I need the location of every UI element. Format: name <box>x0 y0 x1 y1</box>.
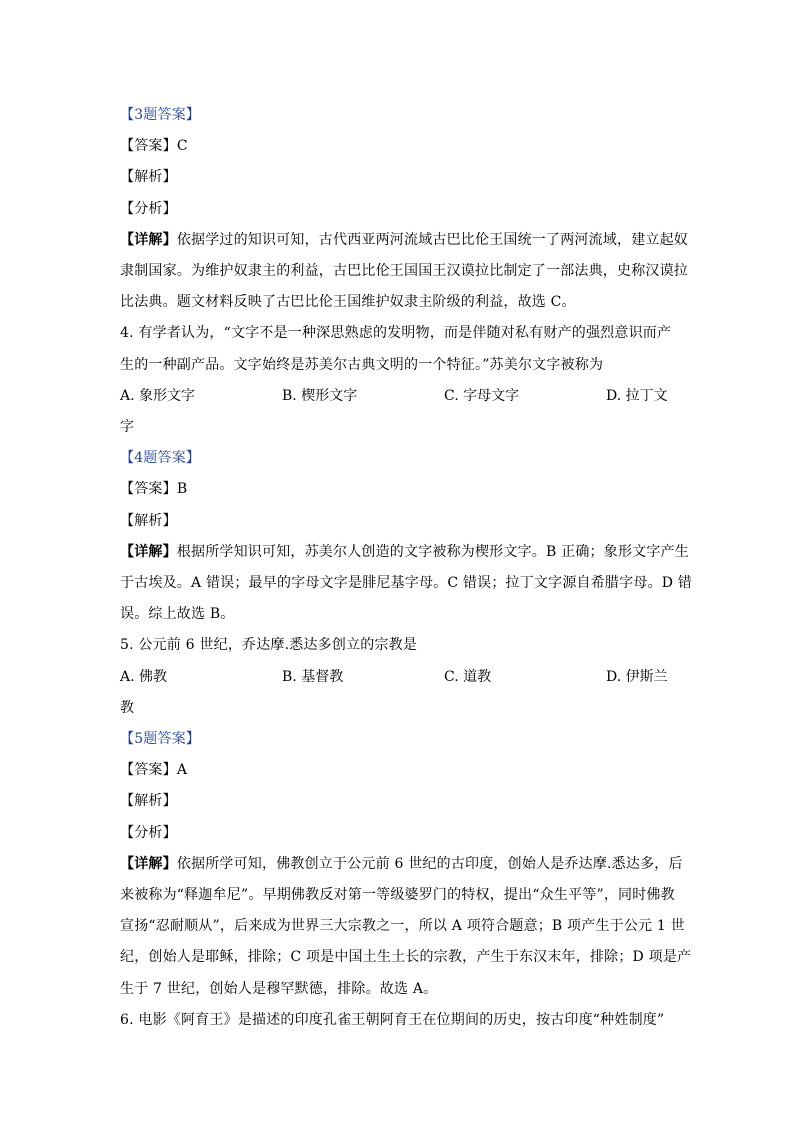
q4-detail-line-2: 于古埃及。A 错误；最早的字母文字是腓尼基字母。C 错误；拉丁文字源自希腊字母。D 错 <box>120 575 692 592</box>
q5-answer <box>120 755 680 786</box>
q5-option-c: C. 道教 <box>444 668 492 685</box>
q4-option-b: B. 楔形文字 <box>282 387 358 404</box>
q3-analysis-label: 【解析】 <box>120 169 177 186</box>
detail-label: 【详解】 <box>120 543 177 560</box>
q3-detail-line-2: 隶制国家。为维护奴隶主的利益，古巴比伦王国国王汉谟拉比制定了一部法典，史称汉谟拉 <box>120 263 688 280</box>
q4-detail-line-3: 误。综上故选 B。 <box>120 606 235 623</box>
q5-fenxi-label: 【分析】 <box>120 824 177 841</box>
answer-label: 【答案】 <box>120 481 177 498</box>
detail-label: 【详解】 <box>120 231 177 248</box>
q5-option-a: A. 佛教 <box>120 668 168 685</box>
q4-option-a: A. 象形文字 <box>120 387 196 404</box>
q3-answer-header: 【3题答案】 <box>120 107 201 123</box>
q4-option-wrap: 字 <box>120 419 135 436</box>
q3-detail-line-3: 比法典。题文材料反映了古巴比伦王国维护奴隶主阶级的利益，故选 C。 <box>120 294 576 311</box>
answer-value: B <box>176 481 188 498</box>
q5-options <box>120 662 680 693</box>
detail-label: 【详解】 <box>120 855 177 872</box>
q4-detail-line-1: 【详解】根据所学知识可知，苏美尔人创造的文字被称为楔形文字。B 正确；象形文字产生 <box>120 543 689 560</box>
q5-option-b: B. 基督教 <box>282 668 344 685</box>
q4-answer-header: 【4题答案】 <box>120 450 201 467</box>
q3-answer <box>120 131 680 162</box>
q4-answer <box>120 474 680 505</box>
q4-question-line-2: 生的一种副产品。文字始终是苏美尔古典文明的一个特征。”苏美尔文字被称为 <box>120 356 604 373</box>
document-page <box>120 100 692 1036</box>
q4-analysis-label: 【解析】 <box>120 512 177 529</box>
q5-analysis-label: 【解析】 <box>120 793 177 810</box>
q5-detail-line-4: 纪，创始人是耶稣，排除；C 项是中国土生土长的宗教，产生于东汉末年，排除；D 项是产 <box>120 949 692 966</box>
q5-answer-header: 【5题答案】 <box>120 731 201 748</box>
answer-label: 【答案】 <box>120 762 177 779</box>
q5-option-d: D. 伊斯兰 <box>606 668 668 685</box>
q4-option-d: D. 拉丁文 <box>606 387 668 404</box>
answer-value: C <box>176 138 188 155</box>
q4-question-line-1: 4. 有学者认为，“文字不是一种深思熟虑的发明物，而是伴随对私有财产的强烈意识而产 <box>120 325 672 342</box>
q6-question-line-1: 6. 电影《阿育王》是描述的印度孔雀王朝阿育王在位期间的历史，按古印度“种姓制度” <box>120 1011 665 1028</box>
q3-fenxi-label: 【分析】 <box>120 200 177 217</box>
q3-detail-line-1: 【详解】依据学过的知识可知，古代西亚两河流域古巴比伦王国统一了两河流域，建立起奴 <box>120 231 689 248</box>
q5-question-line-1: 5. 公元前 6 世纪，乔达摩.悉达多创立的宗教是 <box>120 637 418 654</box>
q5-detail-line-2: 来被称为“释迦牟尼”。早期佛教反对第一等级婆罗门的特权，提出“众生平等”，同时佛教 <box>120 887 675 904</box>
answer-label: 【答案】 <box>120 138 177 155</box>
q5-detail-line-5: 生于 7 世纪，创始人是穆罕默德，排除。故选 A。 <box>120 980 438 997</box>
q5-detail-line-1: 【详解】依据所学可知，佛教创立于公元前 6 世纪的古印度，创始人是乔达摩.悉达多，后 <box>120 855 683 872</box>
q5-detail-line-3: 宣扬“忍耐顺从”，后来成为世界三大宗教之一，所以 A 项符合题意；B 项产生于公元 1 世 <box>120 918 685 935</box>
q4-option-c: C. 字母文字 <box>444 387 520 404</box>
q4-options <box>120 381 680 412</box>
q5-option-wrap: 教 <box>120 699 135 716</box>
answer-value: A <box>176 762 188 779</box>
